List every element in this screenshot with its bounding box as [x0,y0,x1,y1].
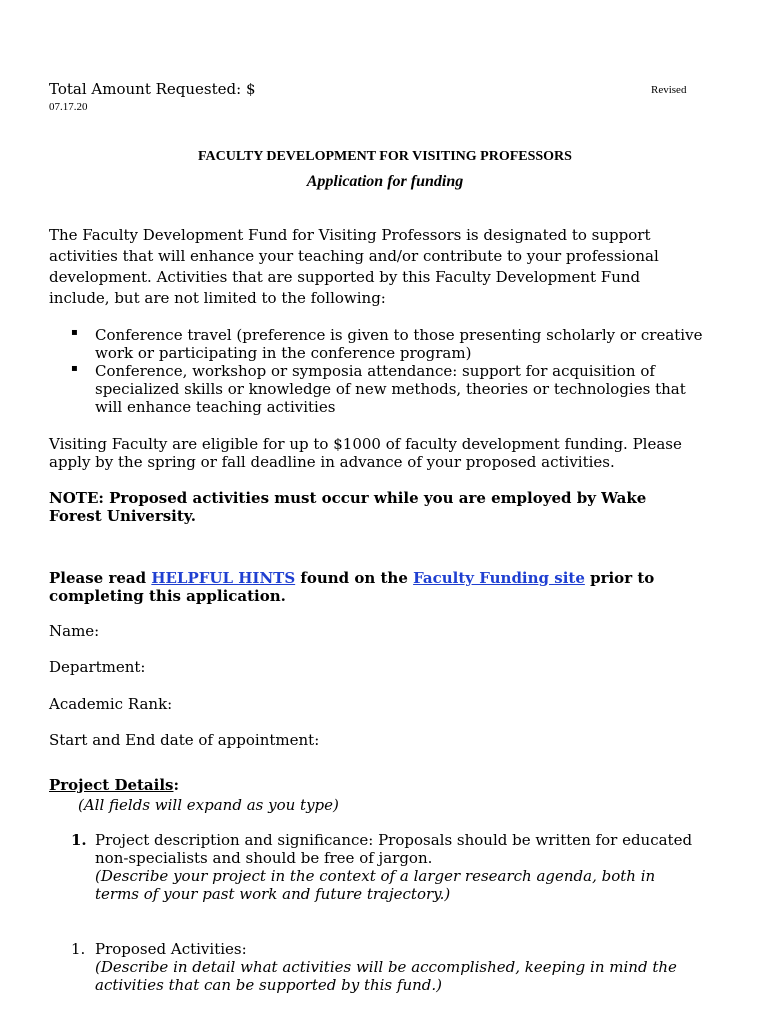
hints-prefix: Please read [49,569,152,587]
bullet-marker: ▪ [71,363,78,374]
bullet-line: Conference, workshop or symposia attendance: support for acquisition of [95,362,655,380]
helpful-hints-link[interactable]: HELPFUL HINTS [151,569,296,587]
note-line: NOTE: Proposed activities must occur while you are employed by Wake [49,489,647,507]
eligibility-line: apply by the spring or fall deadline in advance of your proposed activities. [49,453,615,471]
appointment-dates-field-label: Start and End date of appointment: [49,731,320,749]
department-field-label: Department: [49,658,146,676]
bullet-line: work or participating in the conference program) [95,344,472,362]
bullet-line: will enhance teaching activities [95,398,336,416]
page-subtitle: Application for funding [306,173,464,190]
bullet-item [95,362,686,416]
item-hint: activities that can be supported by this fund.) [95,976,442,994]
eligibility-paragraph [49,435,682,471]
name-field-label: Name: [49,622,100,640]
intro-paragraph [49,225,659,309]
employment-note [49,489,646,525]
intro-line: development. Activities that are supported by this Faculty Development Fund [49,268,641,286]
total-amount-label: Total Amount Requested: $ [49,80,256,98]
revised-date: 07.17.20 [49,101,88,113]
intro-line: The Faculty Development Fund for Visiting Professors is designated to support [49,226,651,244]
faculty-funding-site-link[interactable]: Faculty Funding site [413,569,585,587]
item-hint: (Describe in detail what activities will be accomplished, keeping in mind the [95,958,677,976]
item-line: Project description and significance: Proposals should be written for educated [95,831,693,849]
hints-suffix: prior to [584,569,655,587]
revised-label: Revised [651,84,687,96]
academic-rank-field-label: Academic Rank: [49,695,173,713]
project-details-note: (All fields will expand as you type) [78,796,339,814]
bullet-line: specialized skills or knowledge of new methods, theories or technologies that [95,380,686,398]
project-description-item [95,831,692,903]
intro-line: include, but are not limited to the following: [49,289,386,307]
item-hint: terms of your past work and future trajectory.) [95,885,451,903]
hints-paragraph [49,569,654,605]
bullet-marker: ▪ [71,327,78,338]
item-hint: (Describe your project in the context of a larger research agenda, both in [95,867,656,885]
item-number: 1. [71,831,87,849]
item-number: 1. [71,940,86,958]
proposed-activities-item [95,940,677,994]
note-line: Forest University. [49,507,197,525]
hints-middle: found on the [295,569,414,587]
item-line: non-specialists and should be free of jargon. [95,849,433,867]
item-line: Proposed Activities: [95,940,247,958]
bullet-line: Conference travel (preference is given to those presenting scholarly or creative [95,326,703,344]
intro-line: activities that will enhance your teaching and/or contribute to your professional [49,247,659,265]
page-title: FACULTY DEVELOPMENT FOR VISITING PROFESSORS [198,149,572,164]
eligibility-line: Visiting Faculty are eligible for up to $1000 of faculty development funding. Please [49,435,682,453]
project-details-heading: Project Details: [49,776,180,794]
bullet-item [95,326,702,362]
hints-line-2: completing this application. [49,587,286,605]
